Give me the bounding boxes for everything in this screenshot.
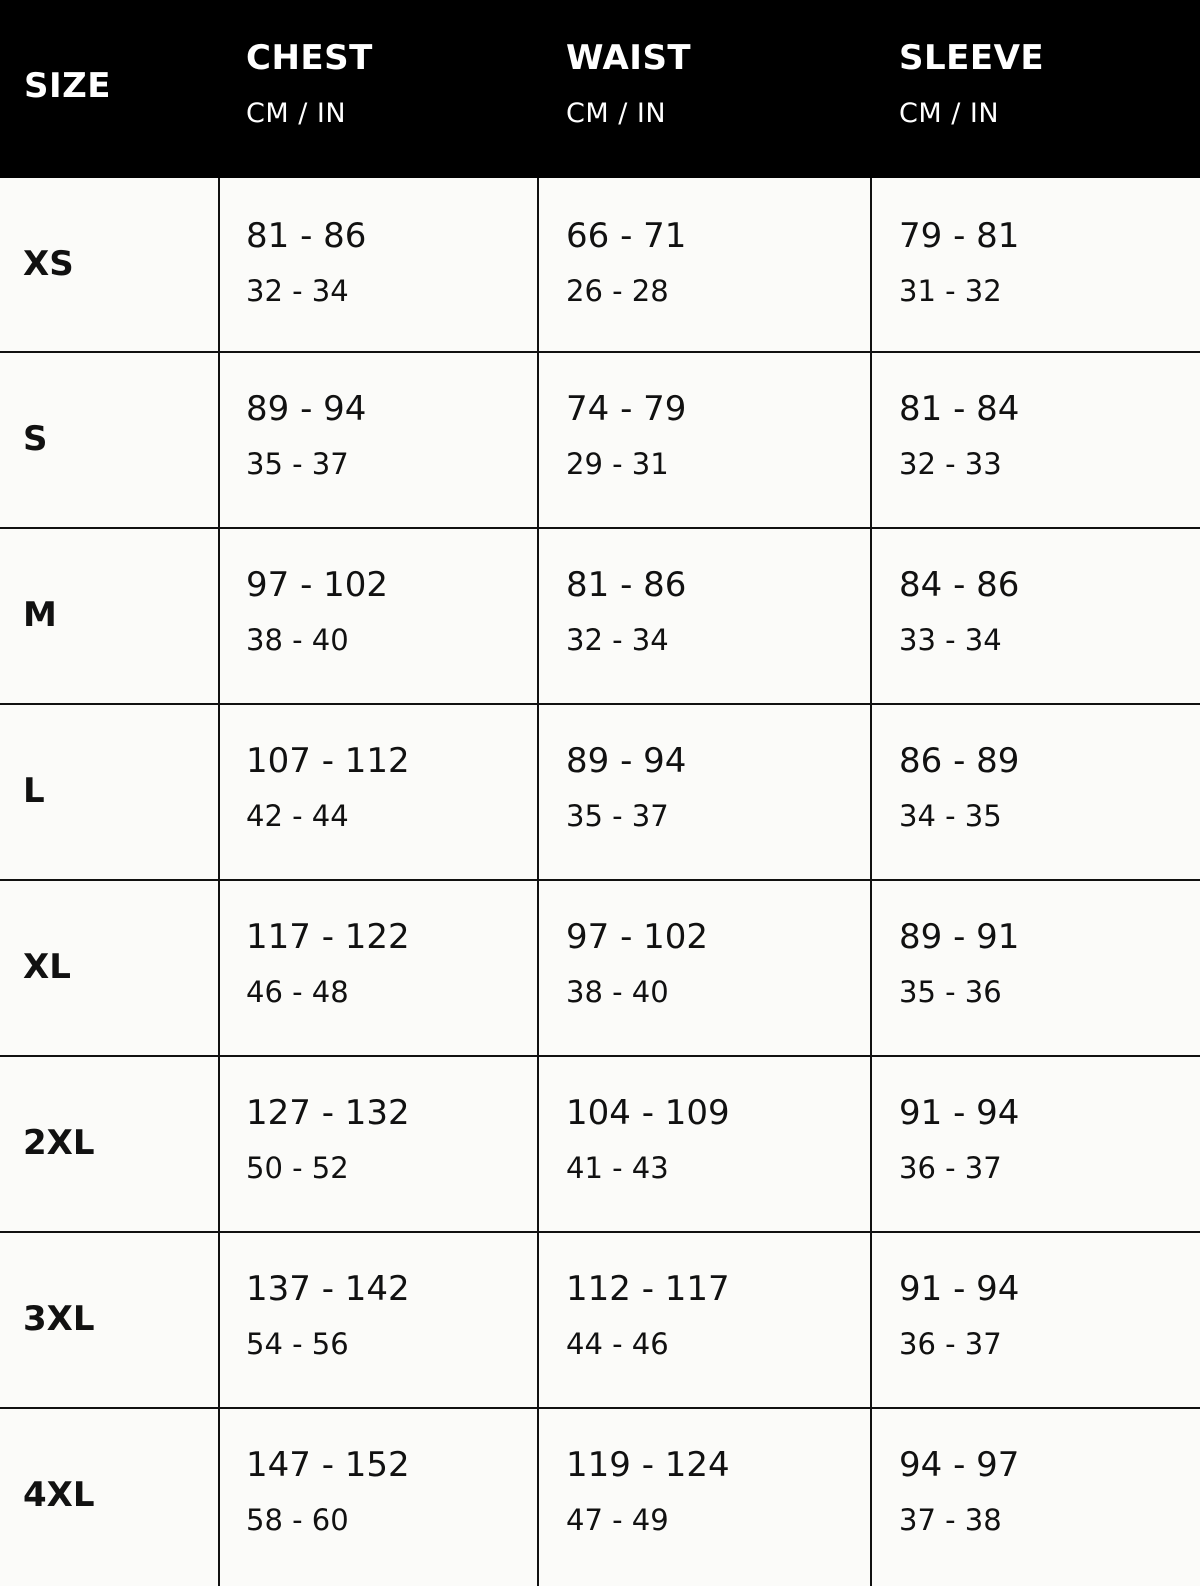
table-row xyxy=(0,351,1200,527)
size-label: L xyxy=(23,771,45,811)
sleeve-cm-value: 89 - 91 xyxy=(899,917,1020,957)
table-header xyxy=(0,0,1200,178)
column-divider xyxy=(218,178,220,1586)
sleeve-unit: CM / IN xyxy=(899,98,1000,129)
sleeve-in-value: 33 - 34 xyxy=(899,623,1002,657)
waist-cm-value: 74 - 79 xyxy=(566,389,687,429)
table-row xyxy=(0,879,1200,1055)
table-row xyxy=(0,178,1200,354)
sleeve-in-value: 36 - 37 xyxy=(899,1327,1002,1361)
sleeve-cm-value: 81 - 84 xyxy=(899,389,1020,429)
chest-in-value: 38 - 40 xyxy=(246,623,349,657)
chest-in-value: 42 - 44 xyxy=(246,799,349,833)
sleeve-in-value: 34 - 35 xyxy=(899,799,1002,833)
chest-cm-value: 81 - 86 xyxy=(246,216,367,256)
size-label: XS xyxy=(23,244,74,284)
waist-in-value: 41 - 43 xyxy=(566,1151,669,1185)
waist-in-value: 47 - 49 xyxy=(566,1503,669,1537)
waist-title: WAIST xyxy=(566,38,692,78)
sleeve-cm-value: 91 - 94 xyxy=(899,1269,1020,1309)
waist-cm-value: 81 - 86 xyxy=(566,565,687,605)
chest-cm-value: 147 - 152 xyxy=(246,1445,410,1485)
size-label: 2XL xyxy=(23,1123,95,1163)
waist-in-value: 35 - 37 xyxy=(566,799,669,833)
chest-unit: CM / IN xyxy=(246,98,347,129)
sleeve-title: SLEEVE xyxy=(899,38,1045,78)
table-row xyxy=(0,1407,1200,1586)
table-row xyxy=(0,1055,1200,1231)
chest-cm-value: 97 - 102 xyxy=(246,565,389,605)
waist-cm-value: 89 - 94 xyxy=(566,741,687,781)
table-row xyxy=(0,1231,1200,1407)
waist-cm-value: 97 - 102 xyxy=(566,917,709,957)
waist-cm-value: 104 - 109 xyxy=(566,1093,730,1133)
waist-in-value: 29 - 31 xyxy=(566,447,669,481)
chest-in-value: 50 - 52 xyxy=(246,1151,349,1185)
chest-cm-value: 127 - 132 xyxy=(246,1093,410,1133)
waist-cm-value: 119 - 124 xyxy=(566,1445,730,1485)
sleeve-cm-value: 94 - 97 xyxy=(899,1445,1020,1485)
sleeve-in-value: 37 - 38 xyxy=(899,1503,1002,1537)
chest-in-value: 46 - 48 xyxy=(246,975,349,1009)
size-label: 4XL xyxy=(23,1475,95,1515)
table-row xyxy=(0,703,1200,879)
waist-in-value: 26 - 28 xyxy=(566,274,669,308)
size-label: XL xyxy=(23,947,71,987)
sleeve-cm-value: 84 - 86 xyxy=(899,565,1020,605)
sleeve-in-value: 31 - 32 xyxy=(899,274,1002,308)
size-label: S xyxy=(23,419,48,459)
chest-cm-value: 107 - 112 xyxy=(246,741,410,781)
chest-cm-value: 117 - 122 xyxy=(246,917,410,957)
chest-in-value: 32 - 34 xyxy=(246,274,349,308)
waist-unit: CM / IN xyxy=(566,98,667,129)
column-divider xyxy=(870,178,872,1586)
sleeve-in-value: 35 - 36 xyxy=(899,975,1002,1009)
size-label: 3XL xyxy=(23,1299,95,1339)
chest-cm-value: 89 - 94 xyxy=(246,389,367,429)
size-label: M xyxy=(23,595,57,635)
sleeve-in-value: 36 - 37 xyxy=(899,1151,1002,1185)
sleeve-cm-value: 79 - 81 xyxy=(899,216,1020,256)
table-row xyxy=(0,527,1200,703)
waist-cm-value: 112 - 117 xyxy=(566,1269,730,1309)
chest-cm-value: 137 - 142 xyxy=(246,1269,410,1309)
waist-in-value: 32 - 34 xyxy=(566,623,669,657)
column-divider xyxy=(537,178,539,1586)
sleeve-cm-value: 91 - 94 xyxy=(899,1093,1020,1133)
size-column-header: SIZE xyxy=(24,66,112,106)
table-body xyxy=(0,178,1200,1586)
waist-in-value: 38 - 40 xyxy=(566,975,669,1009)
chest-in-value: 58 - 60 xyxy=(246,1503,349,1537)
waist-in-value: 44 - 46 xyxy=(566,1327,669,1361)
sleeve-in-value: 32 - 33 xyxy=(899,447,1002,481)
waist-cm-value: 66 - 71 xyxy=(566,216,687,256)
sleeve-cm-value: 86 - 89 xyxy=(899,741,1020,781)
chest-in-value: 54 - 56 xyxy=(246,1327,349,1361)
chest-in-value: 35 - 37 xyxy=(246,447,349,481)
chest-title: CHEST xyxy=(246,38,373,78)
